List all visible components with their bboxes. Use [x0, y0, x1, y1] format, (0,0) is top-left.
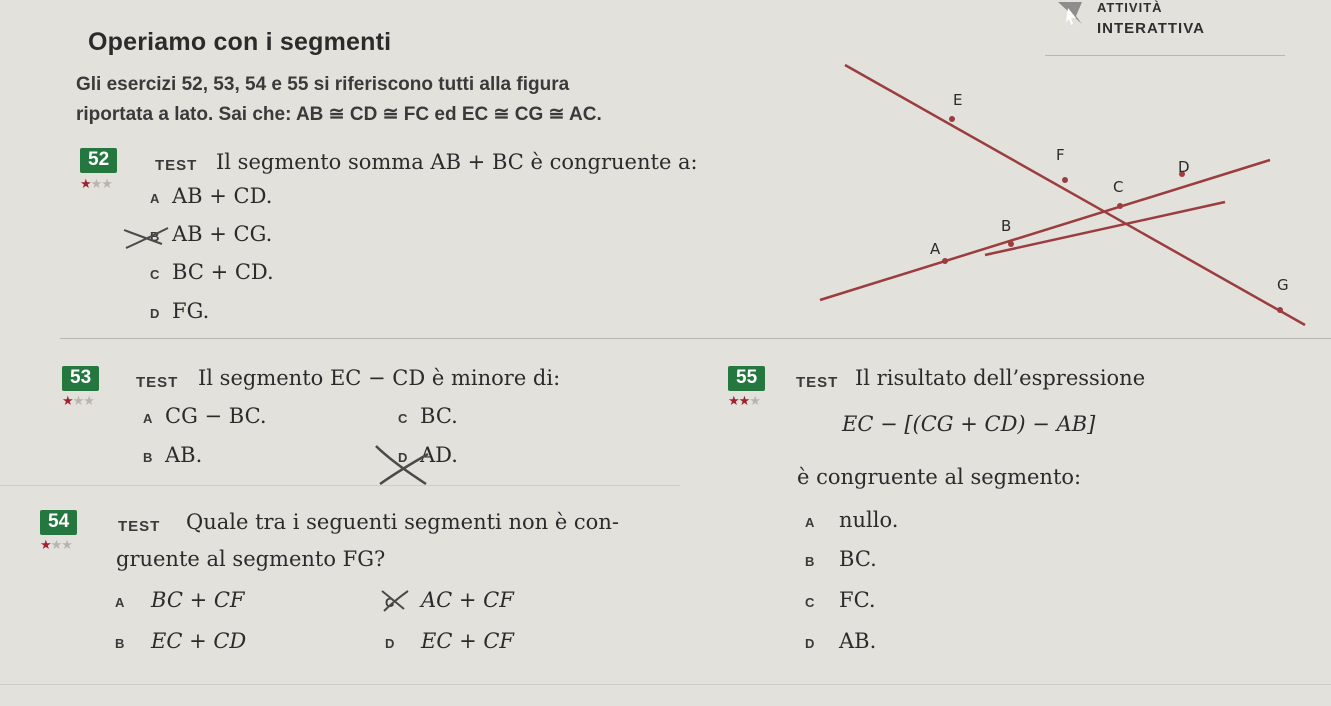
option-text: FC. [839, 588, 876, 612]
point-a [942, 258, 948, 264]
option-52-a[interactable] [150, 184, 272, 208]
test-label-53: TEST [136, 374, 179, 391]
option-letter: B [805, 554, 815, 569]
test-label-54: TEST [118, 518, 161, 535]
point-c [1117, 203, 1123, 209]
exercise-number-55: 55 [728, 366, 765, 391]
option-text: BC + CF [151, 588, 245, 612]
option-54-b[interactable] [115, 629, 246, 653]
option-55-b[interactable] [805, 547, 877, 571]
option-letter: C [150, 267, 160, 282]
badge-interattiva: INTERATTIVA [1097, 20, 1205, 37]
stem-55-tail: è congruente al segmento: [797, 465, 1082, 489]
option-52-c[interactable] [150, 260, 274, 284]
option-letter: A [805, 515, 815, 530]
option-text: nullo. [839, 508, 899, 532]
option-letter: B [143, 450, 153, 465]
label-b: B [1001, 217, 1012, 235]
badge-attivita: ATTIVITÀ [1097, 0, 1163, 15]
expression-55: EC − [(CG + CD) − AB] [842, 412, 1096, 436]
stem-53: Il segmento EC − CD è minore di: [198, 366, 561, 390]
option-letter: D [398, 450, 408, 465]
option-55-a[interactable] [805, 508, 898, 532]
option-text: BC. [420, 404, 458, 428]
exercise-number-52: 52 [80, 148, 117, 173]
option-text: CG − BC. [165, 404, 267, 428]
option-text: AB + CG. [172, 222, 273, 246]
difficulty-stars-55: ★★★ [728, 393, 760, 408]
option-letter: A [143, 411, 153, 426]
difficulty-stars-52: ★★★ [80, 176, 112, 191]
stem-55: Il risultato dell’espressione [855, 366, 1146, 390]
option-text: FG. [172, 299, 210, 323]
option-letter: A [115, 595, 125, 610]
option-text: AB. [165, 443, 203, 467]
point-b [1008, 241, 1014, 247]
option-text: AC + CF [421, 588, 514, 612]
exercise-number-53: 53 [62, 366, 99, 391]
option-text: AB. [839, 629, 877, 653]
point-e [949, 116, 955, 122]
label-f: F [1056, 146, 1065, 164]
option-letter: D [150, 306, 160, 321]
section-divider [60, 338, 1331, 339]
option-text: EC + CD [151, 629, 247, 653]
handwritten-mark-52 [120, 222, 180, 252]
label-e: E [953, 91, 963, 109]
label-d: D [1178, 158, 1190, 176]
option-text: EC + CF [421, 629, 514, 653]
difficulty-stars-53: ★★★ [62, 393, 94, 408]
option-55-d[interactable] [805, 629, 876, 653]
option-53-c[interactable] [398, 404, 458, 428]
bottom-divider [0, 684, 1331, 685]
option-text: AB + CD. [172, 184, 273, 208]
segment-figure [790, 55, 1331, 330]
stem-54-line-1: Quale tra i seguenti segmenti non è con- [186, 510, 619, 534]
option-letter: D [385, 636, 395, 651]
option-letter: C [805, 595, 815, 610]
section-divider-2 [0, 485, 680, 486]
stem-54-line-2: gruente al segmento FG? [116, 547, 386, 571]
option-letter: B [150, 229, 160, 244]
option-54-d[interactable] [385, 629, 514, 653]
exercise-number-54: 54 [40, 510, 77, 535]
option-letter: C [385, 595, 395, 610]
option-letter: B [115, 636, 125, 651]
point-g [1277, 307, 1283, 313]
label-c: C [1113, 178, 1124, 196]
option-53-b[interactable] [143, 443, 202, 467]
option-letter: D [805, 636, 815, 651]
stem-52: Il segmento somma AB + BC è congruente a: [216, 150, 698, 174]
option-text: AD. [420, 443, 458, 467]
option-52-d[interactable] [150, 299, 209, 323]
test-label-55: TEST [796, 374, 839, 391]
difficulty-stars-54: ★★★ [40, 537, 72, 552]
option-letter: C [398, 411, 408, 426]
point-f [1062, 177, 1068, 183]
option-text: BC + CD. [172, 260, 274, 284]
page-title: Operiamo con i segmenti [88, 28, 392, 56]
option-55-c[interactable] [805, 588, 876, 612]
handwritten-mark-54 [378, 585, 414, 615]
intro-line-1: Gli esercizi 52, 53, 54 e 55 si riferiscono tutti alla figura [76, 74, 570, 95]
intro-line-2: riportata a lato. Sai che: AB ≅ CD ≅ FC ed EC ≅ CG ≅ AC. [76, 104, 602, 125]
option-53-a[interactable] [143, 404, 267, 428]
cursor-icon[interactable] [1040, 2, 1100, 32]
option-text: BC. [839, 547, 877, 571]
option-54-a[interactable] [115, 588, 244, 612]
option-letter: A [150, 191, 160, 206]
test-label-52: TEST [155, 157, 198, 174]
label-g: G [1277, 276, 1289, 294]
handwritten-mark-53 [370, 440, 440, 488]
label-a: A [930, 240, 941, 258]
